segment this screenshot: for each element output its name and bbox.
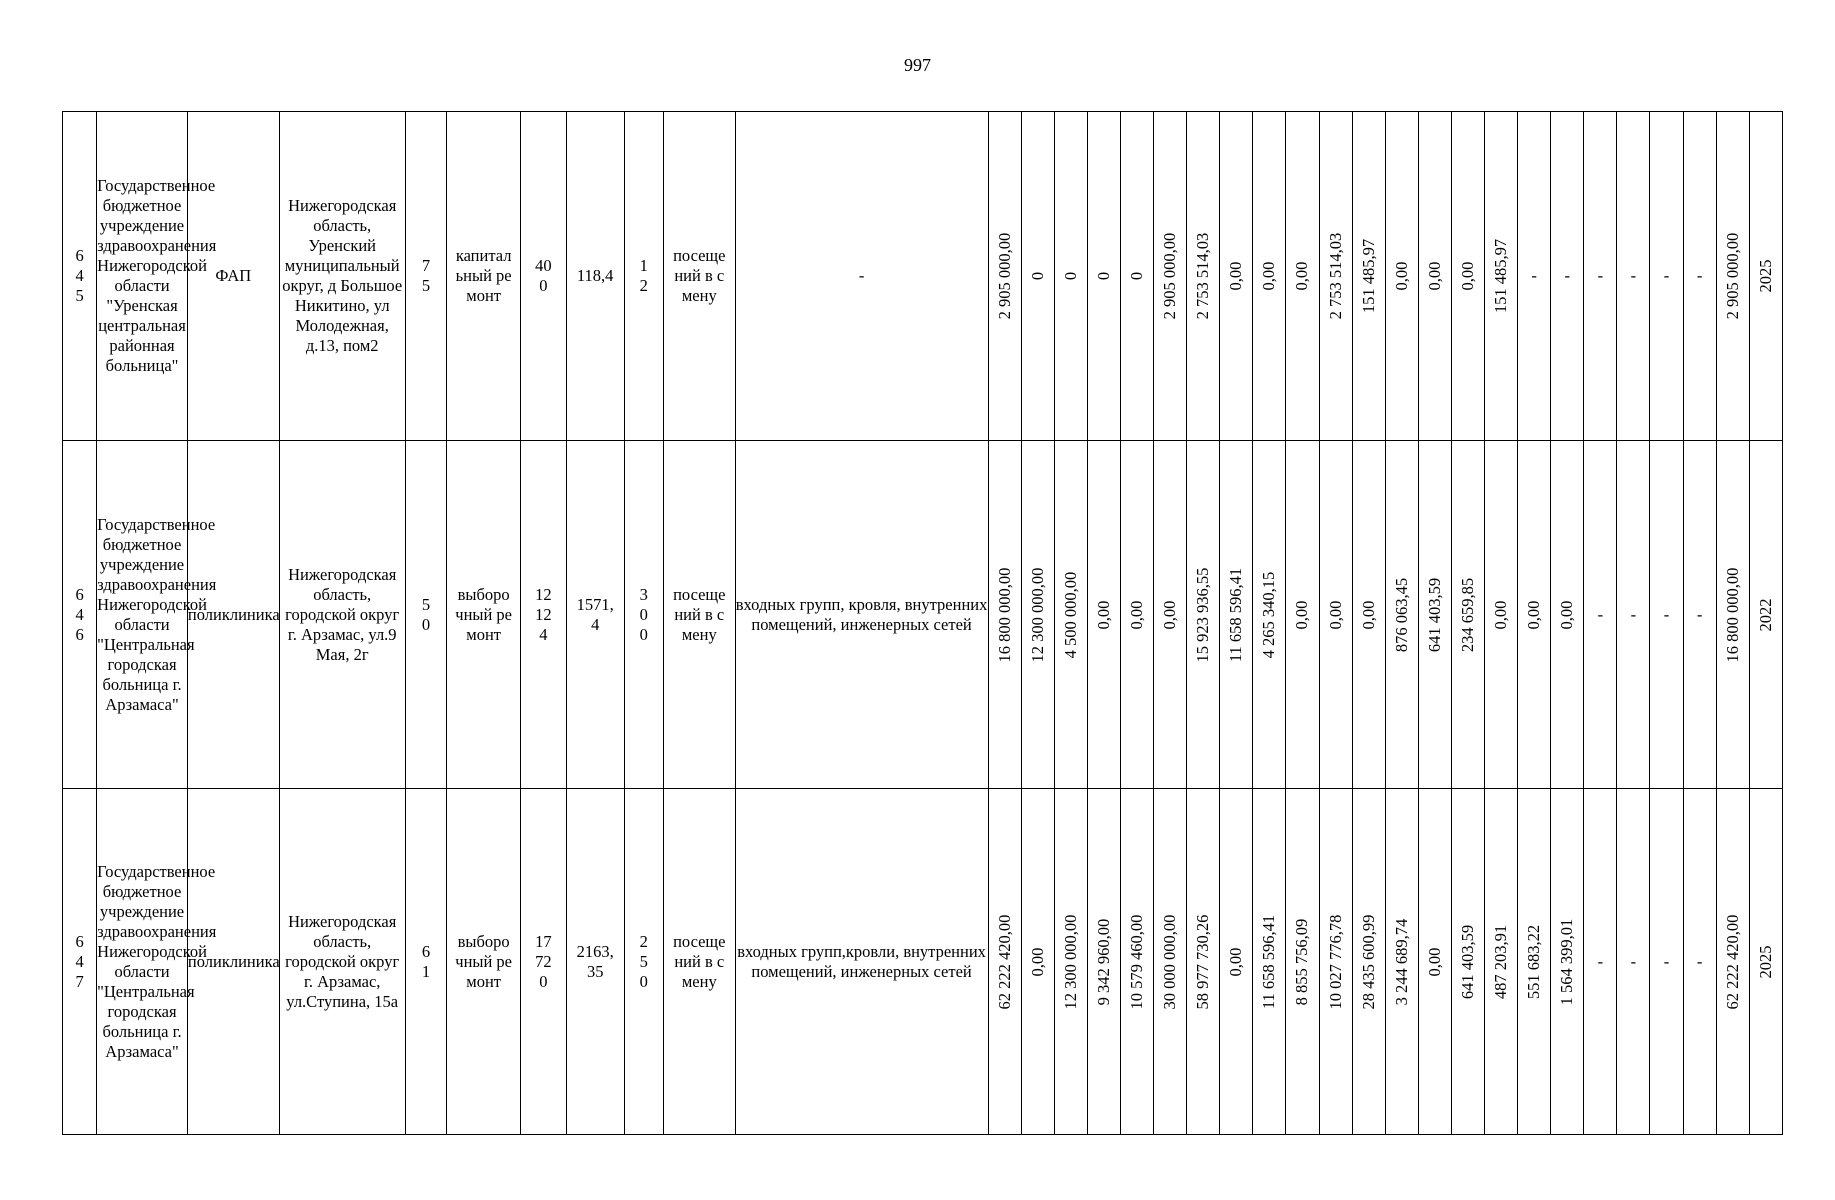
amount-cell bbox=[1253, 441, 1286, 789]
row-number bbox=[63, 441, 97, 789]
amount-cell bbox=[1617, 112, 1650, 441]
amount-cell bbox=[1352, 112, 1385, 441]
institution-name bbox=[97, 441, 217, 789]
amount-value: - bbox=[1630, 266, 1637, 285]
amount-value: 0,00 bbox=[1226, 261, 1246, 291]
wear-percent-text: 50 bbox=[421, 594, 431, 634]
amount-cell bbox=[1054, 441, 1087, 789]
amount-cell bbox=[1087, 789, 1120, 1135]
amount-value: - bbox=[1630, 604, 1637, 624]
amount-value: 2 753 514,03 bbox=[1193, 232, 1213, 320]
work-type bbox=[447, 112, 521, 441]
building-area bbox=[520, 441, 566, 789]
work-description-text: входных групп,кровли, внутренних помещений, инженерных сетей bbox=[737, 941, 986, 981]
amount-cell bbox=[1749, 789, 1782, 1135]
capacity bbox=[624, 112, 664, 441]
amount-cell bbox=[1617, 441, 1650, 789]
amount-cell bbox=[1253, 112, 1286, 441]
work-type-text: выборочный ремонт bbox=[455, 584, 513, 644]
amount-value: 9 342 960,00 bbox=[1093, 918, 1113, 1005]
amount-cell bbox=[1551, 789, 1584, 1135]
amount-value: 11 658 596,41 bbox=[1259, 914, 1279, 1009]
work-description bbox=[735, 441, 988, 789]
wear-percent bbox=[405, 441, 447, 789]
amount-cell bbox=[1054, 789, 1087, 1135]
amount-value: 2 753 514,03 bbox=[1325, 232, 1345, 320]
amount-value: 0,00 bbox=[1557, 600, 1577, 629]
amount-value: - bbox=[1696, 951, 1703, 971]
amount-cell bbox=[1187, 112, 1220, 441]
amount-cell bbox=[1484, 789, 1517, 1135]
amount-value: 876 063,45 bbox=[1391, 577, 1411, 652]
amount-value: 2022 bbox=[1755, 598, 1775, 631]
amount-cell bbox=[1551, 112, 1584, 441]
amount-cell bbox=[1154, 789, 1187, 1135]
amount-value: 0 bbox=[1027, 271, 1047, 281]
amount-value: - bbox=[1663, 604, 1670, 624]
amount-cell bbox=[1286, 112, 1319, 441]
amount-value: 0,00 bbox=[1292, 600, 1312, 629]
table-row bbox=[63, 112, 1783, 441]
amount-value: 0,00 bbox=[1424, 947, 1444, 976]
amount-cell bbox=[1683, 441, 1716, 789]
institution-name-text: Государственное бюджетное учреждение здравоохранения Нижегородской области "Центральная городская больница г. Арзамаса" bbox=[97, 514, 217, 714]
row-number-text: 647 bbox=[75, 931, 84, 991]
row-number-text: 646 bbox=[75, 584, 84, 644]
row-number bbox=[63, 112, 97, 441]
amount-cell bbox=[1220, 789, 1253, 1135]
facility-address bbox=[279, 789, 405, 1135]
facility-address-text: Нижегородская область, городской округ г. Арзамас, ул.Ступина, 15а bbox=[285, 911, 400, 1011]
facility-address bbox=[279, 441, 405, 789]
amount-cell bbox=[1650, 789, 1683, 1135]
amount-cell bbox=[1418, 789, 1451, 1135]
capacity-text: 300 bbox=[639, 584, 648, 644]
amount-value: 0,00 bbox=[1325, 600, 1345, 629]
amount-value: 0 bbox=[1060, 271, 1080, 281]
amount-cell bbox=[1385, 441, 1418, 789]
amount-value: - bbox=[1531, 266, 1537, 285]
amount-cell bbox=[1683, 789, 1716, 1135]
amount-value: 16 800 000,00 bbox=[994, 567, 1014, 662]
amount-value: 0,00 bbox=[1027, 947, 1047, 976]
amount-value: 2 905 000,00 bbox=[1722, 232, 1742, 320]
work-description-text: - bbox=[858, 266, 865, 285]
amount-value: 487 203,91 bbox=[1491, 924, 1511, 999]
amount-cell bbox=[1385, 112, 1418, 441]
capacity-unit-text: посещений в смену bbox=[673, 246, 726, 305]
amount-value: 30 000 000,00 bbox=[1160, 914, 1180, 1009]
amount-value: 0,00 bbox=[1292, 261, 1312, 291]
building-area-text: 17720 bbox=[535, 931, 552, 991]
amount-value: 11 658 596,41 bbox=[1226, 567, 1246, 662]
amount-value: - bbox=[1597, 951, 1604, 971]
table-row bbox=[63, 441, 1783, 789]
amount-cell bbox=[1120, 112, 1153, 441]
amount-value: - bbox=[1663, 266, 1670, 285]
amount-cell bbox=[1154, 441, 1187, 789]
capacity-unit bbox=[664, 789, 736, 1135]
amount-value: 151 485,97 bbox=[1491, 238, 1511, 314]
facility-type bbox=[187, 789, 279, 1135]
wear-percent-text: 75 bbox=[421, 256, 431, 295]
building-area bbox=[520, 112, 566, 441]
amount-value: 0,00 bbox=[1226, 947, 1246, 976]
institution-name-text: Государственное бюджетное учреждение здравоохранения Нижегородской области "Уренская центральная районная больница" bbox=[97, 176, 217, 375]
facility-address-text: Нижегородская область, городской округ г. Арзамас, ул.9 Мая, 2г bbox=[285, 564, 400, 664]
amount-cell bbox=[1220, 441, 1253, 789]
building-area-text: 400 bbox=[535, 256, 552, 295]
amount-value: 0,00 bbox=[1491, 600, 1511, 629]
amount-cell bbox=[1385, 789, 1418, 1135]
repair-area-text: 2163,35 bbox=[576, 941, 614, 981]
capacity-text: 250 bbox=[639, 931, 648, 991]
work-description-text: входных групп, кровля, внутренних помещений, инженерных сетей bbox=[735, 594, 988, 634]
amount-cell bbox=[1617, 789, 1650, 1135]
repair-area bbox=[566, 112, 624, 441]
amount-cell bbox=[1154, 112, 1187, 441]
row-number bbox=[63, 789, 97, 1135]
amount-cell bbox=[1749, 441, 1782, 789]
work-description bbox=[735, 789, 988, 1135]
work-type-text: капитальный ремонт bbox=[455, 246, 512, 305]
amount-cell bbox=[1253, 789, 1286, 1135]
building-area-text: 12124 bbox=[535, 584, 552, 644]
amount-cell bbox=[1418, 112, 1451, 441]
amount-cell bbox=[1187, 441, 1220, 789]
amount-value: 0,00 bbox=[1093, 600, 1113, 629]
amount-cell bbox=[1451, 441, 1484, 789]
amount-value: 641 403,59 bbox=[1424, 577, 1444, 652]
amount-cell bbox=[1584, 441, 1617, 789]
amount-value: 15 923 936,55 bbox=[1193, 567, 1213, 662]
amount-value: - bbox=[1696, 266, 1703, 285]
amount-value: - bbox=[1564, 266, 1570, 285]
amount-value: 0,00 bbox=[1127, 600, 1146, 629]
capital-repair-table bbox=[62, 111, 1783, 1135]
amount-cell bbox=[1087, 112, 1120, 441]
amount-value: 0 bbox=[1127, 271, 1146, 281]
amount-cell bbox=[1021, 112, 1054, 441]
capacity bbox=[624, 441, 664, 789]
amount-cell bbox=[1650, 112, 1683, 441]
amount-cell bbox=[988, 441, 1021, 789]
facility-address-text: Нижегородская область, Уренский муниципальный округ, д Большое Никитино, ул Молодежная, д.13, пом2 bbox=[282, 196, 403, 355]
amount-cell bbox=[1352, 789, 1385, 1135]
amount-value: - bbox=[1663, 951, 1670, 971]
institution-name bbox=[97, 112, 217, 441]
amount-value: 0,00 bbox=[1160, 600, 1180, 629]
amount-cell bbox=[1716, 112, 1749, 441]
amount-value: - bbox=[1597, 266, 1604, 285]
amount-cell bbox=[1451, 112, 1484, 441]
amount-cell bbox=[1650, 441, 1683, 789]
capacity-unit bbox=[664, 112, 736, 441]
amount-cell bbox=[1021, 789, 1054, 1135]
amount-value: 0,00 bbox=[1424, 261, 1444, 291]
amount-cell bbox=[1518, 441, 1551, 789]
wear-percent-text: 61 bbox=[421, 941, 431, 981]
facility-type bbox=[187, 441, 279, 789]
amount-value: 62 222 420,00 bbox=[1722, 914, 1742, 1009]
facility-type-text: ФАП bbox=[215, 266, 252, 285]
amount-value: 3 244 689,74 bbox=[1391, 918, 1411, 1005]
amount-value: 0,00 bbox=[1524, 600, 1544, 629]
amount-cell bbox=[1484, 112, 1517, 441]
amount-value: 10 027 776,78 bbox=[1325, 914, 1345, 1009]
facility-type-text: поликлиника bbox=[187, 951, 280, 971]
amount-value: - bbox=[1597, 604, 1604, 624]
facility-address bbox=[279, 112, 405, 441]
work-type bbox=[447, 789, 521, 1135]
row-number-text: 645 bbox=[75, 246, 84, 305]
amount-cell bbox=[1319, 112, 1352, 441]
institution-name-text: Государственное бюджетное учреждение здравоохранения Нижегородской области "Центральная городская больница г. Арзамаса" bbox=[97, 861, 217, 1061]
amount-cell bbox=[1286, 441, 1319, 789]
amount-cell bbox=[1716, 789, 1749, 1135]
amount-cell bbox=[1749, 112, 1782, 441]
amount-value: 2025 bbox=[1755, 259, 1775, 293]
amount-cell bbox=[1120, 789, 1153, 1135]
capacity-unit-text: посещений в смену bbox=[673, 931, 726, 991]
amount-cell bbox=[1518, 789, 1551, 1135]
amount-cell bbox=[1120, 441, 1153, 789]
amount-value: 641 403,59 bbox=[1457, 924, 1477, 999]
page-number: 997 bbox=[904, 55, 931, 75]
amount-value: 8 855 756,09 bbox=[1292, 918, 1312, 1005]
facility-type bbox=[187, 112, 279, 441]
amount-cell bbox=[1418, 441, 1451, 789]
amount-value: 0,00 bbox=[1391, 261, 1411, 291]
amount-cell bbox=[1451, 789, 1484, 1135]
amount-value: 1 564 399,01 bbox=[1557, 918, 1577, 1005]
amount-value: 2 905 000,00 bbox=[994, 232, 1014, 320]
work-type-text: выборочный ремонт bbox=[455, 931, 513, 991]
amount-cell bbox=[1319, 789, 1352, 1135]
amount-value: 234 659,85 bbox=[1457, 577, 1477, 652]
amount-cell bbox=[1087, 441, 1120, 789]
amount-cell bbox=[1551, 441, 1584, 789]
amount-value: 2 905 000,00 bbox=[1160, 232, 1180, 320]
amount-cell bbox=[1584, 112, 1617, 441]
amount-value: 12 300 000,00 bbox=[1060, 914, 1080, 1009]
amount-value: 4 265 340,15 bbox=[1259, 571, 1279, 658]
amount-value: 4 500 000,00 bbox=[1060, 571, 1080, 658]
amount-value: 0 bbox=[1093, 271, 1113, 281]
wear-percent bbox=[405, 112, 447, 441]
amount-value: 58 977 730,26 bbox=[1193, 914, 1213, 1009]
amount-cell bbox=[1484, 441, 1517, 789]
amount-value: 551 683,22 bbox=[1524, 924, 1544, 999]
table-row bbox=[63, 789, 1783, 1135]
amount-cell bbox=[1220, 112, 1253, 441]
amount-cell bbox=[1187, 789, 1220, 1135]
amount-value: 0,00 bbox=[1457, 261, 1477, 291]
amount-value: 12 300 000,00 bbox=[1027, 567, 1047, 662]
facility-type-text: поликлиника bbox=[187, 604, 280, 624]
amount-value: 10 579 460,00 bbox=[1127, 914, 1146, 1009]
amount-value: 151 485,97 bbox=[1358, 238, 1378, 314]
work-description bbox=[735, 112, 988, 441]
amount-value: 0,00 bbox=[1259, 261, 1279, 291]
capacity-unit-text: посещений в смену bbox=[673, 584, 726, 644]
repair-area-text: 118,4 bbox=[576, 266, 614, 285]
amount-value: 16 800 000,00 bbox=[1722, 567, 1742, 662]
wear-percent bbox=[405, 789, 447, 1135]
amount-value: 28 435 600,99 bbox=[1358, 914, 1378, 1009]
building-area bbox=[520, 789, 566, 1135]
amount-cell bbox=[1286, 789, 1319, 1135]
amount-cell bbox=[1683, 112, 1716, 441]
amount-cell bbox=[988, 112, 1021, 441]
amount-cell bbox=[988, 789, 1021, 1135]
amount-cell bbox=[1054, 112, 1087, 441]
amount-cell bbox=[1518, 112, 1551, 441]
capacity-unit bbox=[664, 441, 736, 789]
amount-cell bbox=[1319, 441, 1352, 789]
amount-value: 2025 bbox=[1755, 945, 1775, 978]
amount-cell bbox=[1584, 789, 1617, 1135]
repair-area-text: 1571,4 bbox=[576, 594, 614, 634]
amount-value: - bbox=[1696, 604, 1703, 624]
capacity bbox=[624, 789, 664, 1135]
amount-value: 62 222 420,00 bbox=[994, 914, 1014, 1009]
amount-value: 0,00 bbox=[1358, 600, 1378, 629]
capacity-text: 12 bbox=[639, 256, 648, 295]
repair-area bbox=[566, 789, 624, 1135]
amount-cell bbox=[1716, 441, 1749, 789]
amount-cell bbox=[1021, 441, 1054, 789]
repair-area bbox=[566, 441, 624, 789]
amount-value: - bbox=[1630, 951, 1637, 971]
institution-name bbox=[97, 789, 217, 1135]
amount-cell bbox=[1352, 441, 1385, 789]
work-type bbox=[447, 441, 521, 789]
